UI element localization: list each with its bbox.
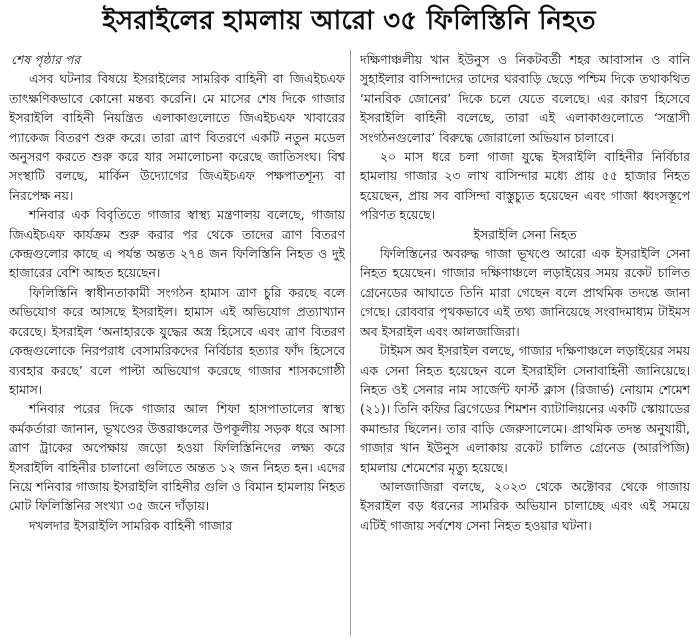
body-paragraph: দখলদার ইসরাইলি সামরিক বাহিনী গাজার — [29, 517, 233, 533]
body-paragraph: শনিবার এক বিবৃতিতে গাজার স্বাস্থ্য মন্ত্রণালয় বলেছে, গাজায় জিএইচএফ কার্যক্রম শুরু করার পর থেকে তাদের ত্রাণ বিতরণ কেন্দ্রগুলোর কাছে এ পর্যন্ত অন্তত ২৭৪ জন ফিলিস্তিনি নিহত ও দুই হাজারের বেশি আহত হয়েছেন। — [9, 207, 345, 281]
body-paragraph: ২০ মাস ধরে চলা গাজা যুদ্ধে ইসরাইলি বাহিনীর নির্বিচার হামলায় গাজার ২৩ লাখ বাসিন্দার মধ্যে প্রায় ৫৫ হাজার নিহত হয়েছেন, প্রায় সব বাসিন্দা বাস্তুচ্যুত হয়েছেন এবং গাজা ধ্বংসস্তূপে পরিণত হয়েছে। — [360, 149, 690, 223]
column-divider — [350, 50, 351, 636]
section-subhead: ইসরাইলি সেনা নিহত — [473, 226, 577, 242]
body-paragraph: টাইমস অব ইসরাইল বলছে, গাজার দক্ষিণাঞ্চলে লড়াইয়ের সময় এক সেনা নিহত হয়েছেন বলে ইসরাইলি সেনাবাহিনী জানিয়েছে। নিহত ওই সেনার নাম সার্জেন্ট ফার্স্ট ক্লাস (রিজার্ভ) নোয়াম শেমেশ (২১)। তিনি কফির ব্রিগেডের শিমশন ব্যাটালিয়নের একটি স্কোয়াডের কমান্ডার ছিলেন। তার বাড়ি জেরুসালেমে। প্রাথমিক তদন্ত অনুযায়ী, গাজার খান ইউনুস এলাকায় রকেট চালিত গ্রেনেড (আরপিজি) হামলায় শেমেশের মৃত্যু হয়েছে। — [360, 343, 690, 475]
continued-from-kicker: শেষ পৃষ্ঠার পর — [11, 52, 81, 67]
body-paragraph: দক্ষিণাঞ্চলীয় খান ইউনুস ও নিকটবর্তী শহর আবাসান ও বানি সুহাইলার বাসিন্দাদের তাদের ঘরবাড়ি ছেড়ে পশ্চিম দিকে তথাকথিত ‘মানবিক জোনের’ দিকে চলে যেতে বলেছে। এর কারণ হিসেবে ইসরাইলি বাহিনী বলেছে, তারা এই এলাকাগুলোতে ‘সন্ত্রাসী সংগঠনগুলোর’ বিরুদ্ধে জোরালো অভিযান চালাবে। — [360, 52, 690, 145]
body-paragraph: ফিলিস্তিনের অবরুদ্ধ গাজা ভূখণ্ডে আরো এক ইসরাইলি সেনা নিহত হয়েছেন। গাজার দক্ষিণাঞ্চলে লড়াইয়ের সময় রকেট চালিত গ্রেনেডের আঘাতে তিনি মারা গেছেন বলে প্রাথমিক তদন্তে জানা গেছে। রোববার পৃথকভাবে এই তথ্য জানিয়েছে সংবাদমাধ্যম টাইমস অব ইসরাইল এবং আলজাজিরা। — [360, 246, 690, 339]
body-paragraph: এসব ঘটনার বিষয়ে ইসরাইলের সামরিক বাহিনী বা জিএইচএফ তাৎক্ষণিকভাবে কোনো মন্তব্য করেনি। মে মাসের শেষ দিকে গাজার ইসরাইলি বাহিনী নিয়ন্ত্রিত এলাকাগুলোতে জিএইচএফ খাবারের প্যাকেজ বিতরণ শুরু করে। তারা ত্রাণ বিতরণে একটি নতুন মডেল অনুসরণ করতে শুরু করে যার সমালোচনা করেছে জাতিসংঘ। বিশ্ব সংস্থাটি বলছে, মার্কিন উদ্যোগের জিএইচএফ পক্ষপাতশূন্য বা নিরপেক্ষ নয়। — [9, 71, 345, 203]
article-headline: ইসরাইলের হামলায় আরো ৩৫ ফিলিস্তিনি নিহত — [102, 6, 596, 36]
body-paragraph: শনিবার পরের দিকে গাজার আল শিফা হাসপাতালের স্বাস্থ্য কর্মকর্তারা জানান, ভূখণ্ডের উত্তরাঞ্চলের উপকূলীয় সড়ক ধরে আসা ত্রাণ ট্রাকের অপেক্ষায় জড়ো হওয়া ফিলিস্তিনিদের লক্ষ্য করে ইসরাইলি বাহিনীর চালানো গুলিতে অন্তত ১২ জন নিহত হন। এদের নিয়ে শনিবার গাজায় ইসরাইলি বাহিনীর গুলি ও বিমান হামলায় নিহত মোট ফিলিস্তিনির সংখ্যা ৩৫ জনে দাঁড়ায়। — [9, 401, 345, 514]
left-column — [9, 50, 345, 638]
body-paragraph: ফিলিস্তিনি স্বাধীনতাকামী সংগঠন হামাস ত্রাণ চুরি করছে বলে অভিযোগ করে আসছে ইসরাইল। হামাস এই অভিযোগ প্রত্যাখ্যান করেছে। ইসরাইল ‘অনাহারকে যুদ্ধের অস্ত্র হিসেবে এবং ত্রাণ বিতরণ কেন্দ্রগুলোকে নিরপরাধ বেসামরিকদের নির্বিচার হত্যার ফাঁদ হিসেবে ব্যবহার করছে’ বলে পাল্টা অভিযোগ করেছে গাজার শাসকগোষ্ঠী হামাস। — [9, 284, 345, 397]
right-column — [360, 50, 690, 638]
body-paragraph: আলজাজিরা বলছে, ২০২৩ থেকে অক্টোবর থেকে গাজায় ইসরাইল বড় ধরনের সামরিক অভিযান চালাচ্ছে এবং এই সময়ে এটিই গাজায় সর্বশেষ সেনা নিহত হওয়ার ঘটনা। — [360, 478, 690, 533]
